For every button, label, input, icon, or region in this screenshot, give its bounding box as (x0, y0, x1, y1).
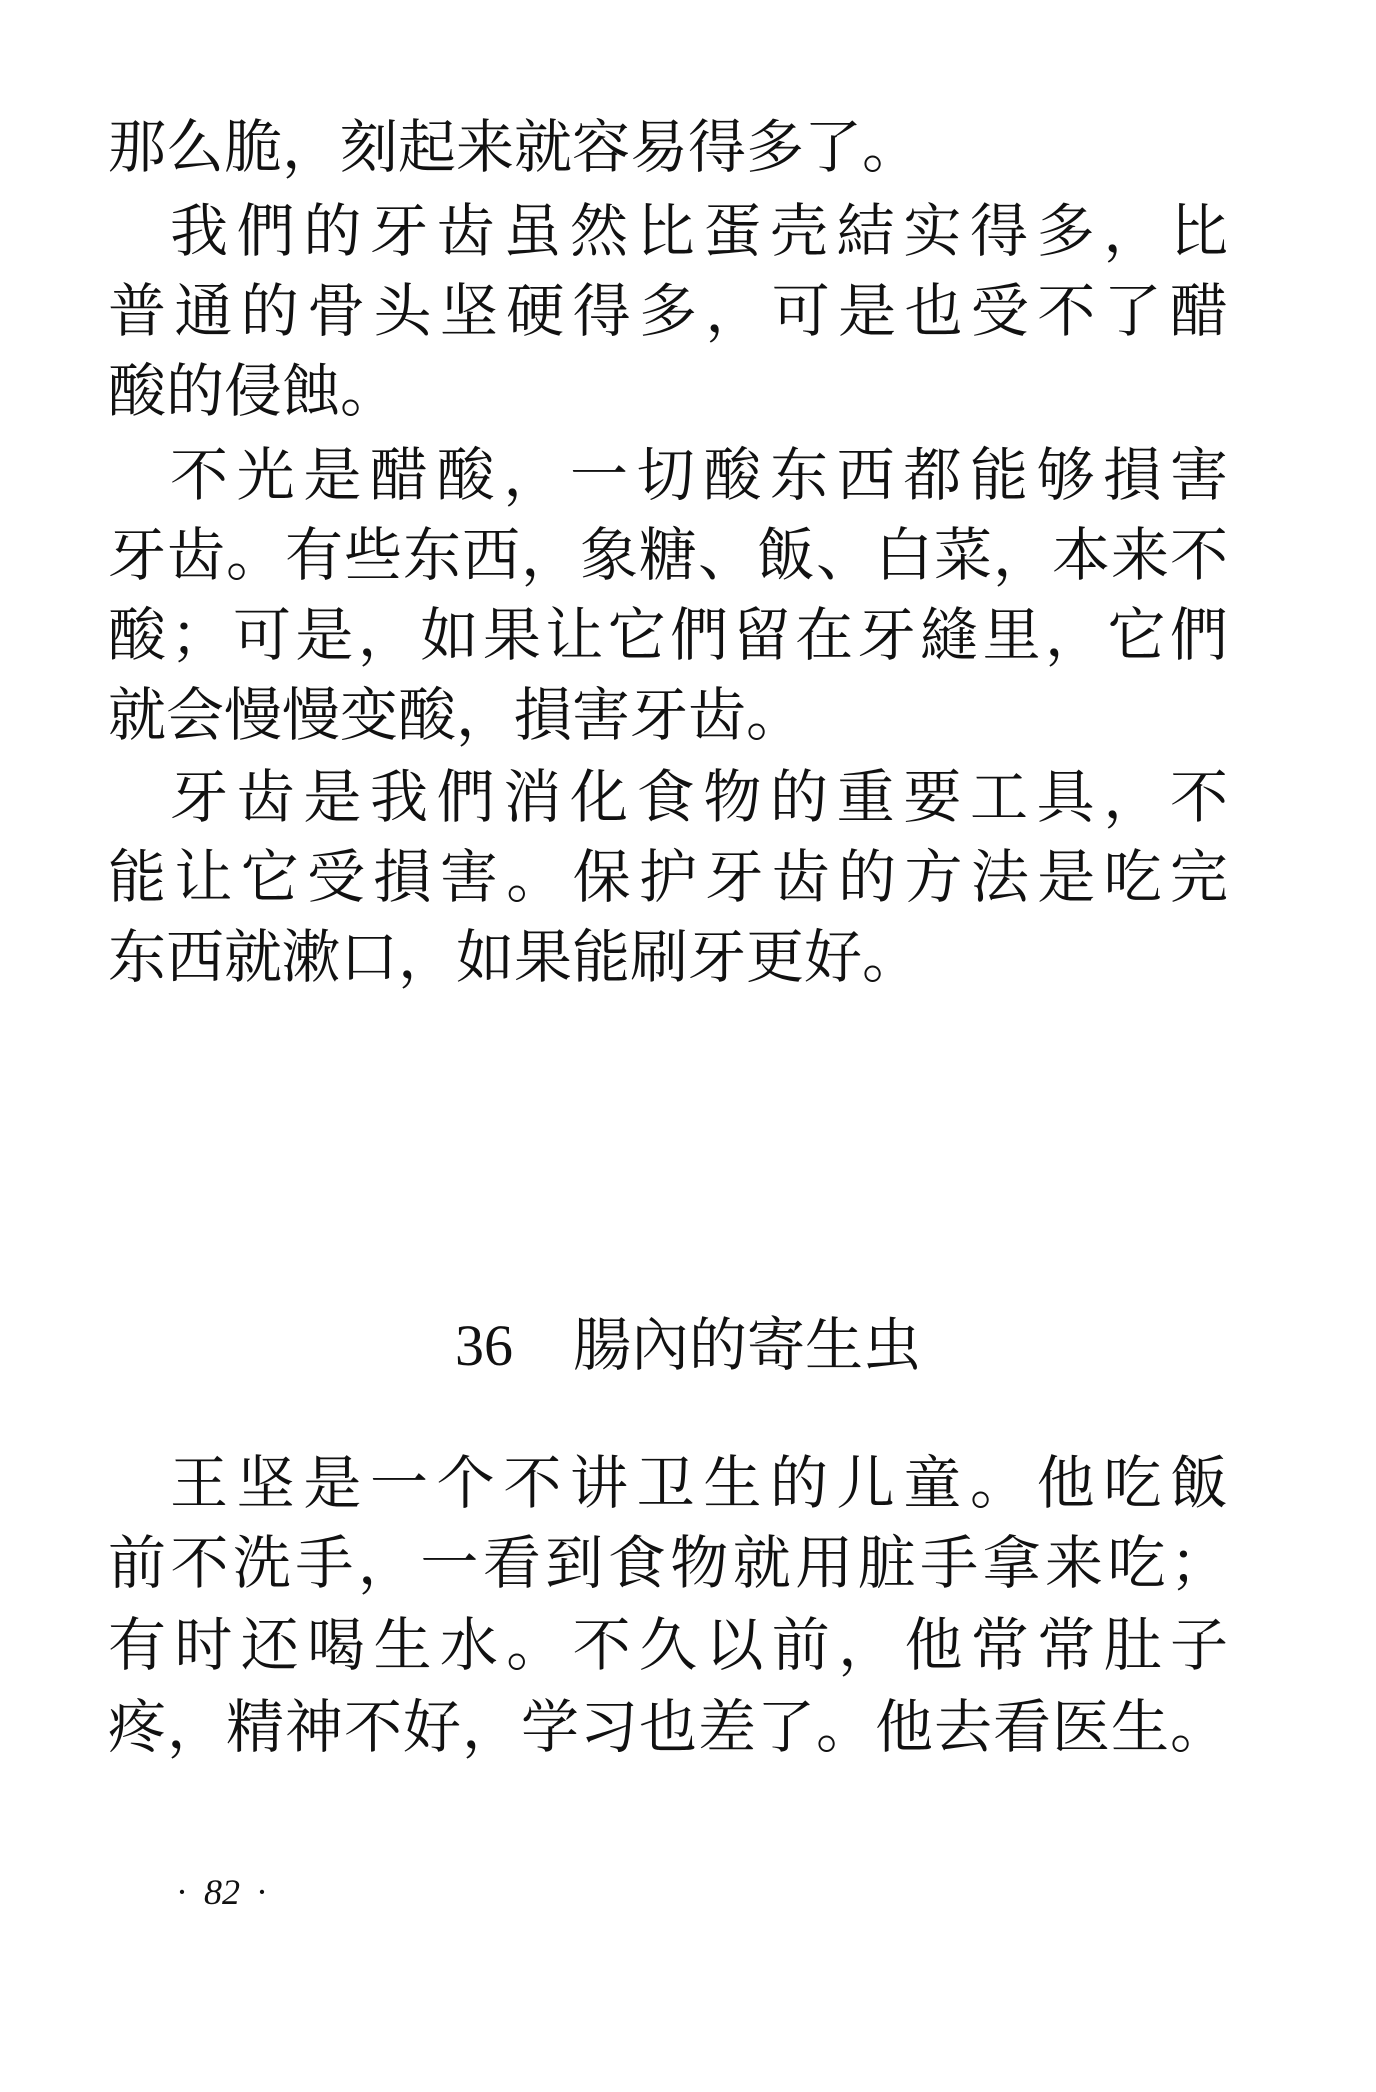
page-number-value: 82 (204, 1872, 240, 1912)
page-number-dot-left: · (176, 1872, 188, 1912)
text-line: 酸的侵蝕。 (108, 357, 399, 425)
text-line: 东西就漱口，如果能刷牙更好。 (108, 923, 921, 991)
text-line: 普通的骨头坚硬得多，可是也受不了醋 (108, 277, 1228, 345)
section-heading (0, 1310, 1376, 1381)
text-line: 牙齿是我們消化食物的重要工具，不 (170, 763, 1228, 831)
text-line: 酸；可是，如果让它們留在牙縫里，它們 (108, 601, 1228, 669)
section-number: 36 (454, 1313, 513, 1378)
text-line: 牙齿。有些东西，象糖、飯、白菜，本来不 (108, 521, 1228, 589)
text-line: 能让它受損害。保护牙齿的方法是吃完 (108, 843, 1228, 911)
text-line: 前不洗手，一看到食物就用脏手拿来吃； (108, 1529, 1228, 1597)
text-line: 那么脆，刻起来就容易得多了。 (108, 113, 921, 181)
text-line: 王坚是一个不讲卫生的儿童。他吃飯 (170, 1449, 1228, 1517)
section-title: 腸內的寄生虫 (572, 1311, 921, 1379)
text-line: 我們的牙齿虽然比蛋壳結实得多，比 (170, 197, 1228, 265)
page-number-dot-right: · (256, 1872, 268, 1912)
text-line: 就会慢慢变酸，損害牙齿。 (108, 681, 805, 749)
page-number (160, 1870, 284, 1914)
text-line: 有时还喝生水。不久以前，他常常肚子 (108, 1611, 1228, 1679)
text-line: 疼，精神不好，学习也差了。他去看医生。 (108, 1693, 1228, 1761)
text-line: 不光是醋酸，一切酸东西都能够損害 (170, 441, 1228, 509)
